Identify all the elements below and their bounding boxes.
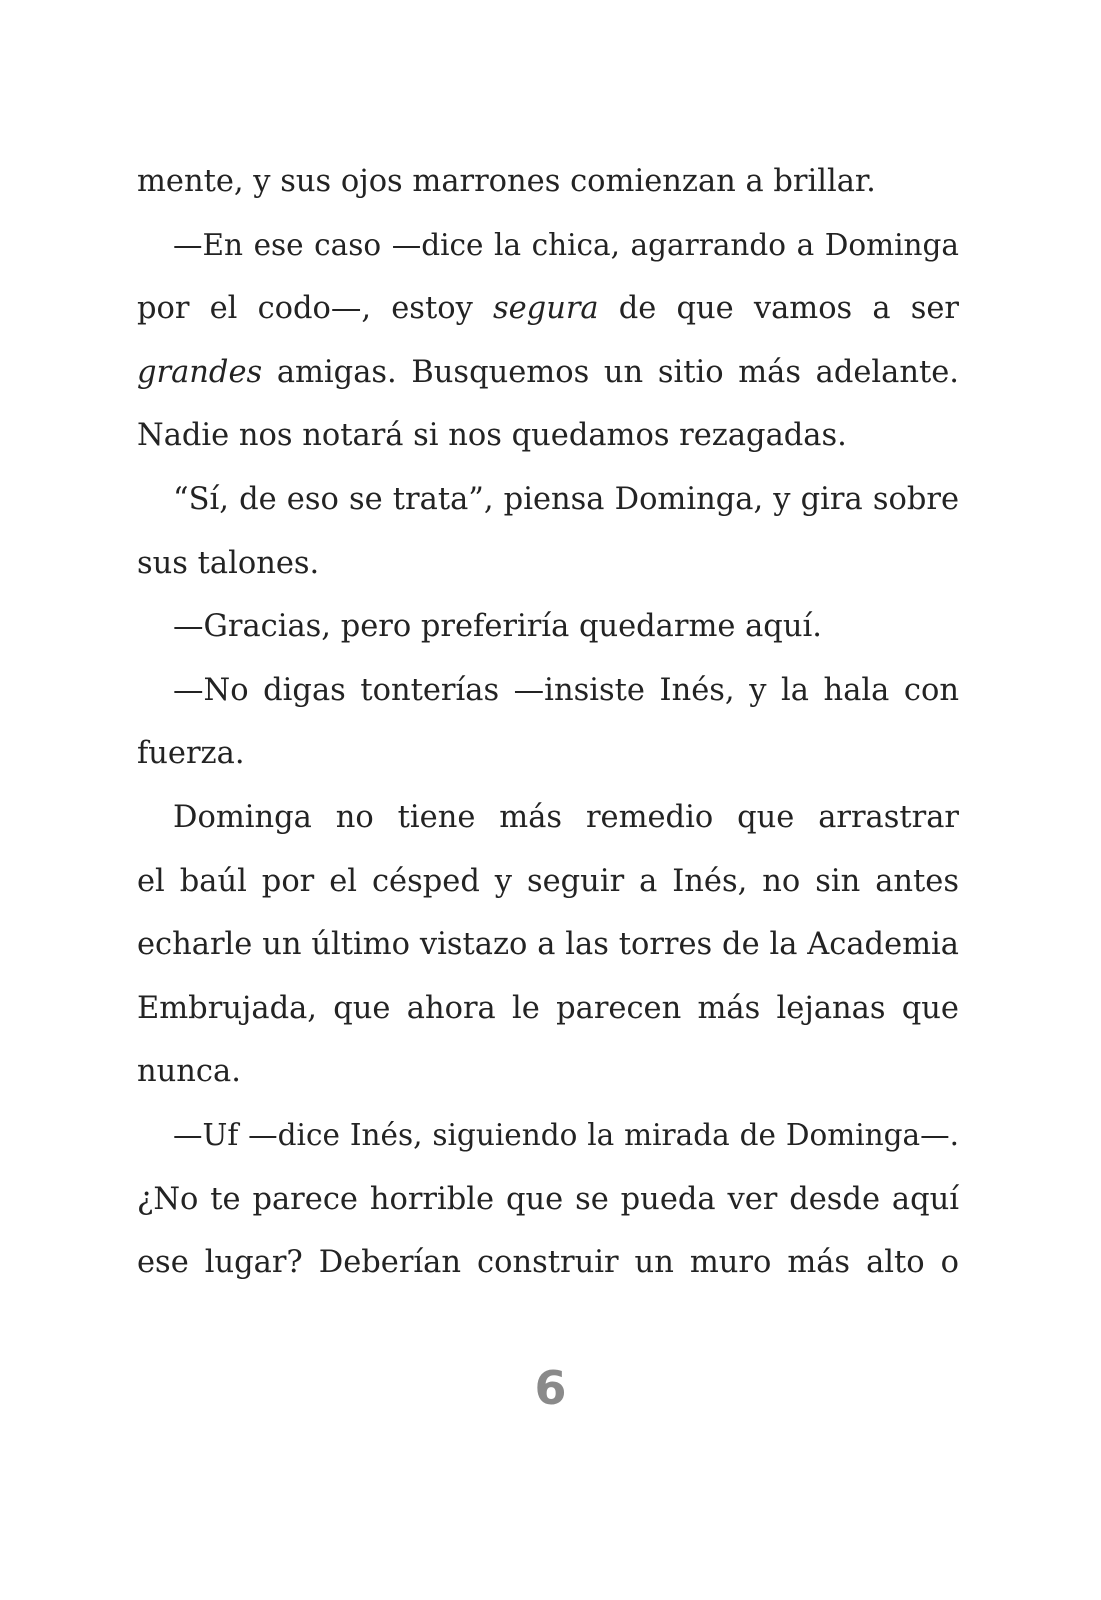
text-segment: por el codo—, estoy — [137, 291, 493, 327]
text-segment: de que vamos a ser — [598, 291, 959, 327]
text-line: Nadie nos notará si nos quedamos rezagadas. — [137, 418, 847, 454]
italic-word: grandes — [137, 354, 263, 390]
text-line: el baúl por el césped y seguir a Inés, no sin antes — [137, 863, 959, 899]
text-line: —Gracias, pero preferiría quedarme aquí. — [173, 609, 822, 645]
text-line: mente, y sus ojos marrones comienzan a brillar. — [137, 164, 876, 199]
italic-word: segura — [492, 291, 599, 327]
text-segment: amigas. Busquemos un sitio más adelante. — [262, 354, 959, 390]
text-line — [137, 277, 959, 341]
text-line: —Uf —dice Inés, siguiendo la mirada de Dominga—. — [173, 1117, 959, 1152]
text-line: echarle un último vistazo a las torres de la Academia — [137, 927, 959, 963]
text-line: nunca. — [137, 1054, 241, 1090]
text-line: ¿No te parece horrible que se pueda ver desde aquí — [137, 1181, 959, 1217]
text-line: Dominga no tiene más remedio que arrastrar — [173, 799, 959, 835]
text-line: sus talones. — [137, 545, 320, 581]
text-line: —No digas tonterías —insiste Inés, y la hala con — [173, 672, 959, 708]
text-line: —En ese caso —dice la chica, agarrando a Dominga — [173, 227, 959, 262]
text-line — [137, 341, 959, 405]
text-line: fuerza. — [137, 736, 245, 772]
text-line: ese lugar? Deberían construir un muro más alto o — [137, 1245, 959, 1281]
text-line: “Sí, de eso se trata”, piensa Dominga, y gira sobre — [173, 481, 959, 517]
text-line: Embrujada, que ahora le parecen más lejanas que — [137, 990, 959, 1026]
page-number: 6 — [534, 1361, 567, 1415]
body-text — [137, 150, 959, 1295]
